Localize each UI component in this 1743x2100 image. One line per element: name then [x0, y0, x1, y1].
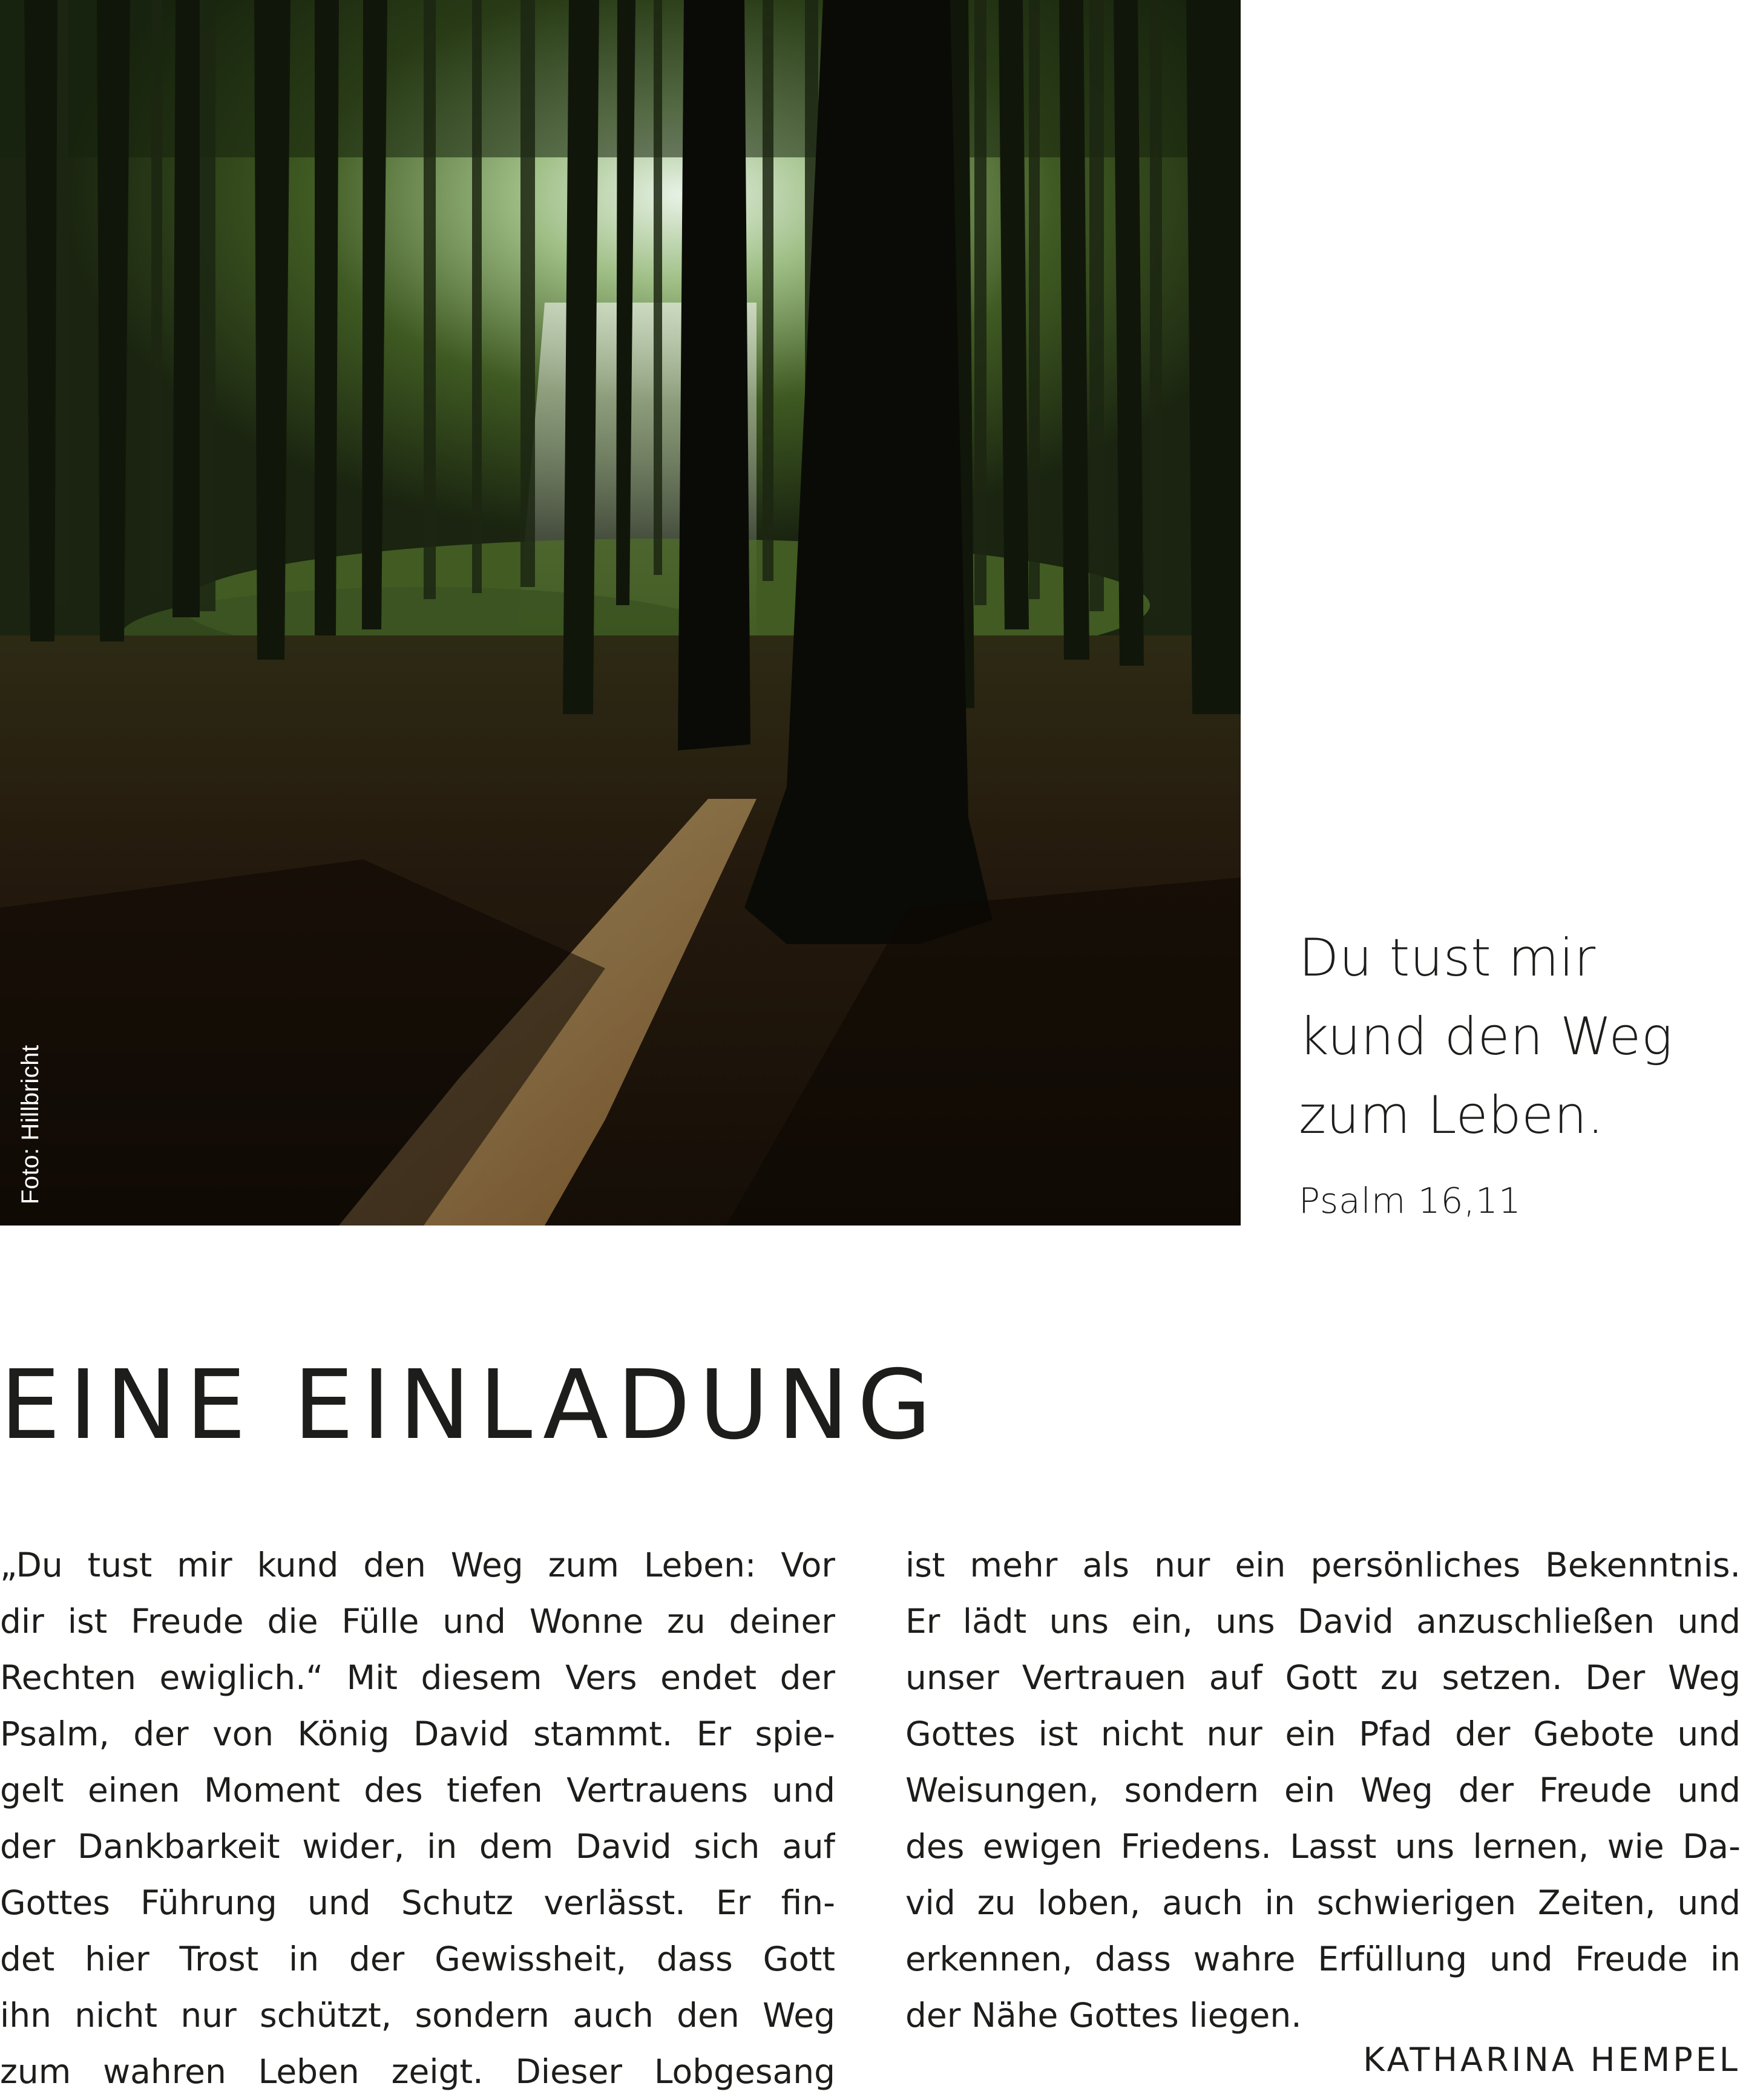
text-line: des ewigen Friedens. Lasst uns lernen, wie Da- [905, 1827, 1741, 1866]
text-line: dir ist Freude die Fülle und Wonne zu deiner [0, 1602, 835, 1641]
forest-photo [0, 0, 1241, 1226]
text-line: unser Vertrauen auf Gott zu setzen. Der Weg [905, 1658, 1741, 1697]
forest-illustration [0, 0, 1241, 1226]
text-line: Gottes Führung und Schutz verlässt. Er fin- [0, 1883, 835, 1922]
text-line: det hier Trost in der Gewissheit, dass Gott [0, 1940, 835, 1978]
author-name: KATHARINA HEMPEL [1363, 2041, 1741, 2079]
text-line: „Du tust mir kund den Weg zum Leben: Vor [0, 1546, 835, 1584]
text-line: ihn nicht nur schützt, sondern auch den Weg [0, 1996, 835, 2035]
photo-credit: Foto: Hillbricht [17, 1045, 44, 1204]
text-line: zum wahren Leben zeigt. Dieser Lobgesang [0, 2052, 835, 2091]
text-line: gelt einen Moment des tiefen Vertrauens und [0, 1771, 835, 1810]
text-line: vid zu loben, auch in schwierigen Zeiten, und [905, 1883, 1741, 1922]
quote-line: zum Leben. [1299, 1085, 1604, 1146]
quote-line: kund den Weg [1299, 1006, 1673, 1067]
text-line: ist mehr als nur ein persönliches Bekenntnis. [905, 1546, 1741, 1584]
text-line: Rechten ewiglich.“ Mit diesem Vers endet der [0, 1658, 835, 1697]
text-line: Weisungen, sondern ein Weg der Freude und [905, 1771, 1741, 1810]
article-column-right [905, 1537, 1741, 2044]
quote-line: Du tust mir [1299, 928, 1596, 988]
quote-source: Psalm 16,11 [1299, 1180, 1521, 1221]
article-column-left [0, 1537, 835, 2100]
bible-quote [1299, 919, 1722, 1221]
article-title: EINE EINLADUNG [0, 1350, 940, 1461]
text-line: erkennen, dass wahre Erfüllung und Freude in [905, 1940, 1741, 1978]
text-line: der Dankbarkeit wider, in dem David sich auf [0, 1827, 835, 1866]
text-line: Gottes ist nicht nur ein Pfad der Gebote und [905, 1714, 1741, 1753]
text-line: der Nähe Gottes liegen. [905, 1996, 1302, 2035]
text-line: Er lädt uns ein, uns David anzuschließen und [905, 1602, 1741, 1641]
text-line: Psalm, der von König David stammt. Er spie- [0, 1714, 835, 1753]
